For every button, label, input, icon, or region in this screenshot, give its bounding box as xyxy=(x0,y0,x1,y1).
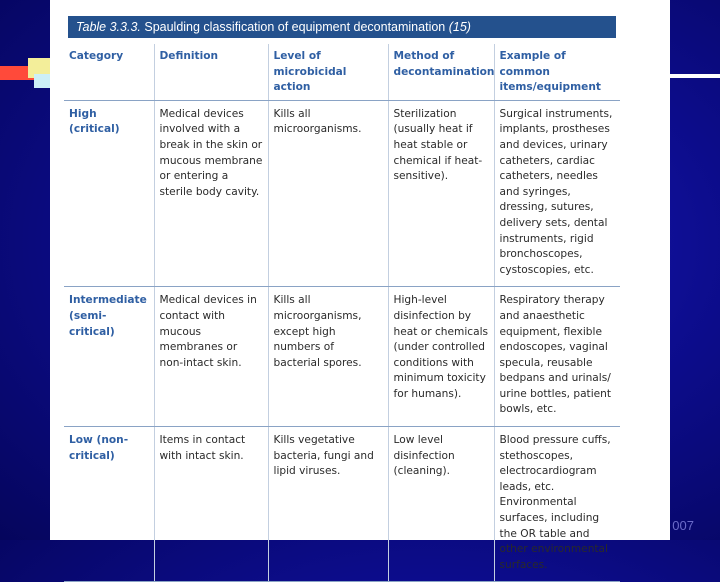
table-row xyxy=(64,287,620,427)
document-page xyxy=(50,0,670,571)
cell-method: High-level disinfection by heat or chemicals (under controlled conditions with minimum toxicity for humans). xyxy=(388,287,494,427)
cell-category: Low (non-critical) xyxy=(64,427,154,582)
header-examples: Example of common items/equipment xyxy=(494,44,620,100)
caption-label: Table 3.3.3. xyxy=(76,20,141,34)
cell-method: Sterilization (usually heat if heat stable or chemical if heat-sensitive). xyxy=(388,100,494,287)
table-row xyxy=(64,427,620,582)
header-method: Method of decontamination xyxy=(388,44,494,100)
header-category: Category xyxy=(64,44,154,100)
caption-title: Spaulding classification of equipment decontamination xyxy=(144,20,446,34)
header-level: Level of microbicidal action xyxy=(268,44,388,100)
caption-reference: (15) xyxy=(448,20,471,34)
header-definition: Definition xyxy=(154,44,268,100)
cell-category: Intermediate (semi-critical) xyxy=(64,287,154,427)
cell-definition: Items in contact with intact skin. xyxy=(154,427,268,582)
cell-definition: Medical devices in contact with mucous membranes or non-intact skin. xyxy=(154,287,268,427)
table-header-row xyxy=(64,44,620,100)
cell-examples: Surgical instruments, implants, prostheses and devices, urinary catheters, cardiac catheters, needles and syringes, dressing, sutures, delivery sets, dental instruments, rigid bronchoscopes, cystoscopies, etc. xyxy=(494,100,620,287)
slide-footer-number: 007 xyxy=(672,518,694,533)
cell-method: Low level disinfection (cleaning). xyxy=(388,427,494,582)
cell-level: Kills all microorganisms. xyxy=(268,100,388,287)
cell-examples: Blood pressure cuffs, stethoscopes, electrocardiogram leads, etc. Environmental surfaces, including the OR table and other environmental surfaces. xyxy=(494,427,620,582)
cell-definition: Medical devices involved with a break in the skin or mucous membrane or entering a sterile body cavity. xyxy=(154,100,268,287)
cell-examples: Respiratory therapy and anaesthetic equipment, flexible endoscopes, vaginal specula, reusable bedpans and urinals/ urine bottles, patient bowls, etc. xyxy=(494,287,620,427)
cell-level: Kills all microorganisms, except high numbers of bacterial spores. xyxy=(268,287,388,427)
spaulding-table xyxy=(64,44,620,582)
cell-level: Kills vegetative bacteria, fungi and lipid viruses. xyxy=(268,427,388,582)
table-caption xyxy=(68,16,616,38)
cell-category: High (critical) xyxy=(64,100,154,287)
table-row xyxy=(64,100,620,287)
